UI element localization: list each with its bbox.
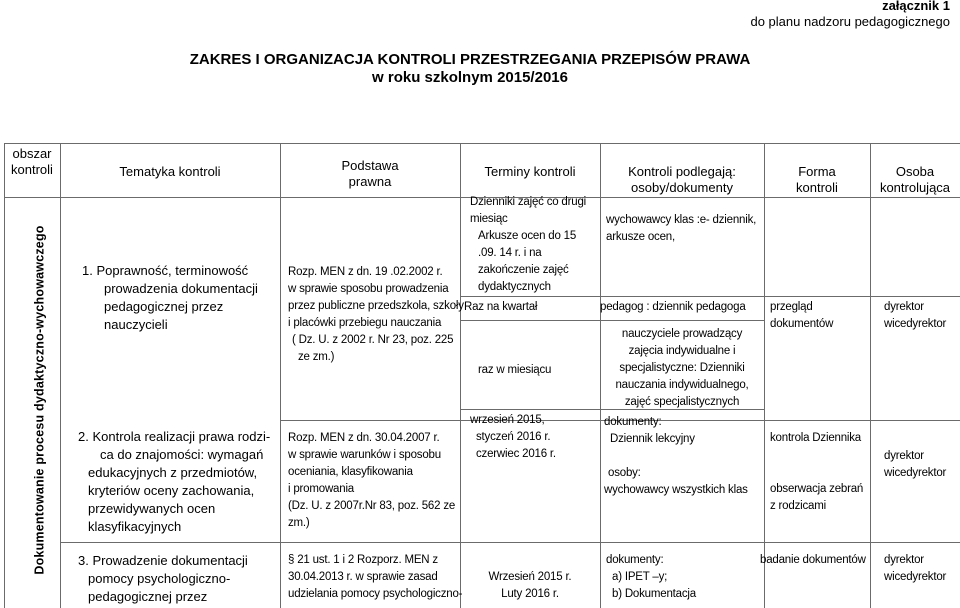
header-tematyka: Tematyka kontroli bbox=[119, 164, 221, 179]
terminy-2: Raz na kwartał bbox=[464, 301, 538, 313]
terminy-3: raz w miesiącu bbox=[478, 364, 552, 376]
terminy-1: Dzienniki zajęć co drugi miesiąc Arkusze ocen do 15 .09. 14 r. i na zakończenie zajęć dydaktycznych bbox=[470, 196, 587, 293]
col-border bbox=[280, 143, 281, 608]
osoba-1: dyrektor wicedyrektor bbox=[884, 301, 947, 330]
tematyka-item-3: 3. Prowadzenie dokumentacji pomocy psychologiczno- pedagogicznej przez bbox=[78, 553, 248, 604]
row-border bbox=[460, 296, 960, 297]
col-border bbox=[4, 143, 5, 608]
col-border bbox=[460, 143, 461, 608]
forma-1: przegląd dokumentów bbox=[770, 301, 834, 330]
terminy-4: wrzesień 2015, styczeń 2016 r. czerwiec 2016 r. bbox=[470, 414, 556, 460]
podlegaja-5: dokumenty: a) IPET –y; b) Dokumentacja bbox=[606, 554, 696, 600]
annex-subtitle: do planu nadzoru pedagogicznego bbox=[750, 14, 950, 29]
osoba-3: dyrektor wicedyrektor bbox=[884, 554, 947, 583]
podlegaja-2: pedagog : dziennik pedagoga bbox=[600, 301, 746, 313]
col-border bbox=[870, 143, 871, 608]
col-border bbox=[764, 143, 765, 608]
table-top-border bbox=[4, 143, 960, 144]
tematyka-item-1: 1. Poprawność, terminowość prowadzenia dokumentacji pedagogicznej przez nauczycieli bbox=[82, 263, 258, 332]
header-terminy: Terminy kontroli bbox=[484, 164, 576, 179]
col-border bbox=[60, 143, 61, 608]
tematyka-item-2: 2. Kontrola realizacji prawa rodzi- ca do znajomości: wymagań edukacyjnych z przedmiotów, kryteriów oceny zachowania, przewidywanych ocen klasyfikacyjnych bbox=[78, 429, 271, 534]
podstawa-2: Rozp. MEN z dn. 30.04.2007 r. w sprawie warunków i sposobu oceniania, klasyfikowania i promowania (Dz. U. z 2007r.Nr 83, poz. 562 ze zm.) bbox=[288, 432, 456, 529]
header-forma: Forma kontroli bbox=[796, 164, 838, 195]
area-vertical-label: Dokumentowanie procesu dydaktyczno-wychowawczego bbox=[33, 225, 48, 575]
document-title: ZAKRES I ORGANIZACJA KONTROLI PRZESTRZEGANIA PRZEPISÓW PRAWA bbox=[189, 51, 751, 68]
forma-2: kontrola Dziennika obserwacja zebrań z rodzicami bbox=[770, 432, 864, 512]
podlegaja-1: wychowawcy klas :e- dziennik, arkusze ocen, bbox=[606, 214, 757, 243]
document-subtitle: w roku szkolnym 2015/2016 bbox=[372, 69, 568, 86]
row-border bbox=[280, 542, 960, 543]
forma-3: badanie dokumentów bbox=[760, 554, 866, 566]
header-podlegaja: Kontroli podlegają: osoby/dokumenty bbox=[628, 164, 736, 195]
osoba-2: dyrektor wicedyrektor bbox=[884, 450, 947, 479]
podstawa-3: § 21 ust. 1 i 2 Rozporz. MEN z 30.04.2013 r. w sprawie zasad udzielania pomocy psychologiczno- bbox=[288, 554, 463, 600]
terminy-5: Wrzesień 2015 r. Luty 2016 r. bbox=[488, 571, 572, 600]
podstawa-1: Rozp. MEN z dn. 19 .02.2002 r. w sprawie sposobu prowadzenia przez publiczne przedszkola, szkoły i placówki przebiegu nauczania ( Dz. U. z 2002 r. Nr 23, poz. 225 ze zm.) bbox=[288, 266, 464, 363]
header-obszar: obszar kontroli bbox=[11, 146, 53, 177]
podlegaja-3: nauczyciele prowadzący zajęcia indywidualne i specjalistyczne: Dzienniki nauczania indywidualnego, zajęć specjalistycznych bbox=[615, 328, 749, 408]
header-osoba: Osoba kontrolująca bbox=[879, 164, 951, 195]
annex-label: załącznik 1 bbox=[882, 0, 950, 13]
header-podstawa: Podstawa prawna bbox=[341, 158, 399, 189]
row-border bbox=[60, 542, 280, 543]
row-border bbox=[460, 320, 764, 321]
podlegaja-4: dokumenty: Dziennik lekcyjny osoby: wychowawcy wszystkich klas bbox=[604, 416, 748, 496]
